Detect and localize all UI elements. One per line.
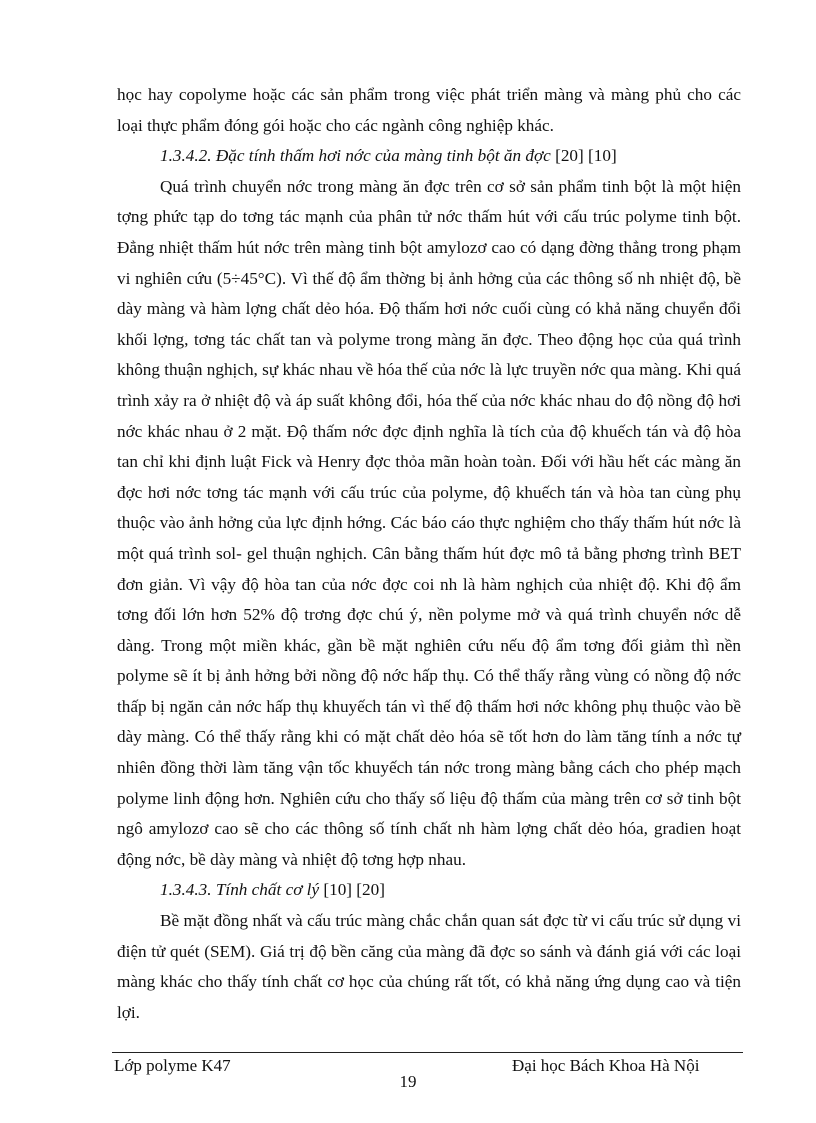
- section-heading-1-3-4-2: [117, 141, 741, 172]
- section-heading-1-3-4-3: [117, 875, 741, 906]
- paragraph-continuation: học hay copolyme hoặc các sản phẩm trong việc phát triển màng và màng phủ cho các loại thực phẩm đóng gói hoặc cho các ngành công nghiệp khác.: [117, 85, 741, 135]
- heading-references: [20] [10]: [555, 146, 617, 166]
- footer-university: Đại học Bách Khoa Hà Nội: [512, 1056, 700, 1075]
- footer-class-name: Lớp polyme K47: [114, 1056, 231, 1075]
- paragraph-mechanical: Bề mặt đồng nhất và cấu trúc màng chắc chắn quan sát đợc từ vi cấu trúc sử dụng vi điện tử quét (SEM). Giá trị độ bền căng của màng đã đợc so sánh và đánh giá với các loại màng khác cho thấy tính chất cơ học của chúng rất tốt, có khả năng ứng dụng cao và tiện lợi.: [117, 911, 741, 1022]
- page-body: [117, 80, 741, 1028]
- paragraph-water-vapor: Quá trình chuyển nớc trong màng ăn đợc trên cơ sở sản phẩm tinh bột là một hiện tợng phức tạp do tơng tác mạnh của phân tử nớc thấm hút với cấu trúc polyme tinh bột. Đẳng nhiệt thấm hút nớc trên màng tinh bột amylozơ cao có dạng đờng thẳng trong phạm vi nghiên cứu (5÷45°C). Vì thế độ ẩm thờng bị ảnh hởng của các thông số nh nhiệt độ, bề dày màng và hàm lợng chất dẻo hóa. Độ thấm hơi nớc cuối cùng có khả năng chuyển đổi khối lợng, tơng tác chất tan và polyme trong màng ăn đợc. Theo động học của quá trình không thuận nghịch, sự khác nhau về hóa thế của nớc là lực truyền nớc qua màng. Khi quá trình xảy ra ở nhiệt độ và áp suất không đổi, hóa thế của nớc khác nhau do độ nồng độ hơi nớc khác nhau ở 2 mặt. Độ thấm nớc đợc định nghĩa là tích của độ khuếch tán và độ hòa tan chỉ khi định luật Fick và Henry đợc thỏa mãn hoàn toàn. Đối với hầu hết các màng ăn đợc hơi nớc tơng tác mạnh với cấu trúc của polyme, độ khuếch tán và hòa tan cùng phụ thuộc vào ảnh hởng của lực định hớng. Các báo cáo thực nghiệm cho thấy thấm hút nớc là một quá trình sol- gel thuận nghịch. Cân bằng thấm hút đợc mô tả bằng phơng trình BET đơn giản. Vì vậy độ hòa tan của nớc đợc coi nh là hàm nghịch của nhiệt độ. Khi độ ẩm tơng đối lớn hơn 52% độ trơng đợc chú ý, nền polyme mở và quá trình chuyển nớc dễ dàng. Trong một miền khác, gần bề mặt nghiên cứu nếu độ ẩm tơng đối giảm thì nền polyme sẽ ít bị ảnh hởng bởi nồng độ nớc hấp thụ. Có thể thấy rằng vùng có nồng độ nớc thấp bị ngăn cản nớc hấp thụ khuyếch tán vì thế độ thấm hơi nớc không phụ thuộc vào bề dày màng. Có thể thấy rằng khi có mặt chất dẻo hóa sẽ tốt hơn do làm tăng tính a nớc tự nhiên đồng thời làm tăng vận tốc khuyếch tán nớc trong màng bằng cách cho phép mạch polyme linh động hơn. Nghiên cứu cho thấy số liệu độ thấm của màng trên cơ sở tinh bột ngô amylozơ cao sẽ cho các thông số tính chất nh hàm lợng chất dẻo hóa, gradien hoạt động nớc, bề dày màng và nhiệt độ tơng hợp nhau.: [117, 176, 741, 869]
- heading-title: 1.3.4.2. Đặc tính thấm hơi nớc của màng tinh bột ăn đợc: [160, 146, 551, 166]
- heading-title: 1.3.4.3. Tính chất cơ lý: [160, 880, 320, 900]
- heading-references: [10] [20]: [323, 880, 385, 900]
- page-number: 19: [399, 1072, 417, 1091]
- footer-divider: [112, 1052, 743, 1053]
